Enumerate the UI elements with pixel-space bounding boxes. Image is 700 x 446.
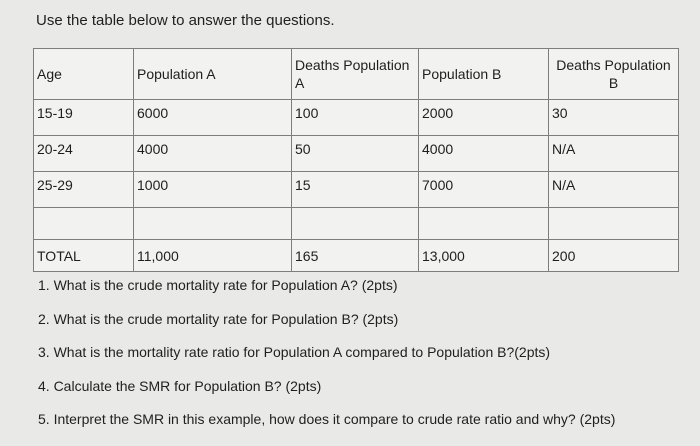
cell-age: 25-29 xyxy=(34,172,134,208)
table-row xyxy=(34,100,679,136)
table-total-row xyxy=(34,240,679,272)
header-deaths-population-a: Deaths Population A xyxy=(292,49,419,100)
question-2: 2. What is the crude mortality rate for Population B? (2pts) xyxy=(38,310,399,327)
cell-population-b: 2000 xyxy=(419,100,549,136)
cell-total-population-a: 11,000 xyxy=(134,240,292,272)
cell-age: 15-19 xyxy=(34,100,134,136)
cell-deaths-a: 15 xyxy=(292,172,419,208)
cell-population-a: 4000 xyxy=(134,136,292,172)
header-population-a: Population A xyxy=(134,49,292,100)
cell-total-deaths-a: 165 xyxy=(292,240,419,272)
cell-population-b: 4000 xyxy=(419,136,549,172)
table-header-row xyxy=(34,49,679,100)
instruction-text: Use the table below to answer the questions. xyxy=(36,12,335,29)
question-4: 4. Calculate the SMR for Population B? (2pts) xyxy=(38,377,322,394)
cell-total-population-b: 13,000 xyxy=(419,240,549,272)
cell-population-a: 1000 xyxy=(134,172,292,208)
question-3: 3. What is the mortality rate ratio for Population A compared to Population B?(2pts) xyxy=(38,344,551,360)
cell-population-b: 7000 xyxy=(419,172,549,208)
cell-age: 20-24 xyxy=(34,136,134,172)
cell-deaths-b: N/A xyxy=(549,136,679,172)
cell-empty xyxy=(34,208,134,240)
cell-empty xyxy=(419,208,549,240)
cell-deaths-a: 50 xyxy=(292,136,419,172)
table-row xyxy=(34,172,679,208)
header-age: Age xyxy=(34,49,134,100)
cell-empty xyxy=(549,208,679,240)
cell-total-deaths-b: 200 xyxy=(549,240,679,272)
question-5: 5. Interpret the SMR in this example, how does it compare to crude rate ratio and why? (2pts) xyxy=(38,411,616,427)
cell-deaths-b: N/A xyxy=(549,172,679,208)
table-row xyxy=(34,136,679,172)
header-deaths-population-b: Deaths Population B xyxy=(549,49,679,100)
table-row-empty xyxy=(34,208,679,240)
population-deaths-table xyxy=(33,48,679,272)
question-list xyxy=(38,276,615,444)
header-population-b: Population B xyxy=(419,49,549,100)
cell-empty xyxy=(134,208,292,240)
cell-deaths-a: 100 xyxy=(292,100,419,136)
cell-total-label: TOTAL xyxy=(34,240,134,272)
cell-population-a: 6000 xyxy=(134,100,292,136)
cell-empty xyxy=(292,208,419,240)
question-1: 1. What is the crude mortality rate for Population A? (2pts) xyxy=(38,277,398,293)
cell-deaths-b: 30 xyxy=(549,100,679,136)
